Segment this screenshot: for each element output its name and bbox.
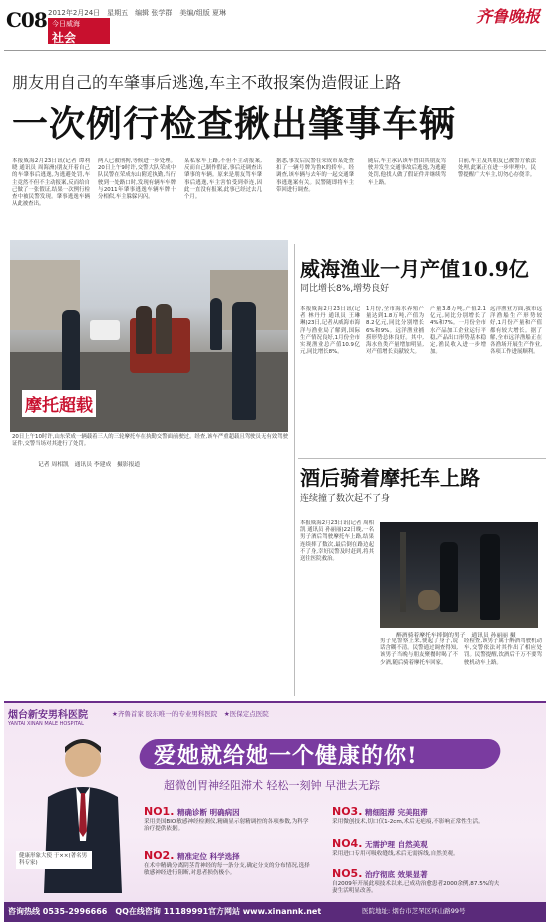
section-name: 社会 bbox=[52, 31, 77, 45]
page-number: C08 bbox=[6, 8, 47, 32]
photo-motorcycle-overload bbox=[10, 240, 288, 432]
section-small: 今日威海 bbox=[52, 20, 80, 28]
story2-title: 威海渔业一月产值10.9亿 bbox=[300, 257, 529, 281]
story3-col: 男子见警察上来,便起了身子,说话含糊不清。民警通过调查得知,该男子当晚与朋友聚餐时喝了不少酒,随后骑着摩托车回家。 bbox=[380, 638, 458, 666]
story1-title: 一次例行检查揪出肇事车辆 bbox=[12, 103, 457, 145]
ad-item-title: NO4. 无需护理 自然美观 bbox=[332, 837, 428, 850]
photo1-caption: 20日上午10时许,山东荣成一辆载着三人的三轮摩托车在执勤交警面前驶过。经查,该车严重超载且驾驶员无有效驾驶证件,交警当场对其进行了处罚。 bbox=[12, 434, 288, 448]
ad-website: 官方网站 www.xinannk.net bbox=[208, 907, 322, 916]
story3-subtitle: 连续撞了数次起不了身 bbox=[300, 494, 391, 504]
section-tag bbox=[48, 18, 110, 44]
story2-col: 产量3.8万吨,产值2.1亿元,同比分别增长了4%和7%。一月份全市水产品加工企业运行平稳,产品出口形势基本稳定,渔民收入进一步增加。 bbox=[430, 306, 486, 356]
ad-logo-name: 烟台新安男科医院 bbox=[8, 710, 88, 721]
ad-slogan: 爱她就给她一个健康的你! bbox=[154, 743, 418, 769]
story2-subtitle: 同比增长8%,增势良好 bbox=[300, 284, 390, 294]
issue-meta: 2012年2月24日 星期五 编辑 张学群 美编/组版 夏琳 bbox=[48, 9, 226, 17]
story2-col: 本报威海2月23日讯(记者 林丹丹 通讯员 王琳琳)23日,记者从威海市海洋与渔业局了解到,国际生产情况良好,1月份全市实现渔业总产值10.9亿元,同比增长8%。 bbox=[300, 306, 360, 356]
column-divider bbox=[294, 244, 295, 696]
hospital-advertisement bbox=[4, 701, 546, 922]
story3-col: 经检查,该男子属于醉酒驾驶机动车,交警依法对其作出了相应处罚。民警提醒,饮酒后千万不要驾驶机动车上路。 bbox=[464, 638, 542, 666]
photo-drunk-rider bbox=[380, 522, 538, 628]
photo1-credit: 记者 周相凯 通讯员 李建成 摄影报道 bbox=[38, 462, 141, 468]
story1-col: 目前,车主及其朋友已被警方依法处理,此案正在进一步审理中。民警提醒广大车主,切勿心存侥幸。 bbox=[458, 158, 536, 179]
ad-item-title: NO1. 精确诊断 明确病因 bbox=[144, 805, 240, 818]
story1-kicker: 朋友用自己的车肇事后逃逸,车主不敢报案伪造假证上路 bbox=[12, 73, 402, 92]
newspaper-logo: 齐鲁晚报 bbox=[475, 7, 540, 26]
ad-hospital-logo bbox=[8, 706, 88, 727]
ad-item-text: 自2009年开展此项技术以来,已成功治愈患者2000余例,87.5%的夫妻生活明显改善。 bbox=[332, 881, 500, 895]
story1-col: 随后,车主承认该车曾由其朋友驾驶并发生交通事故后逃逸,为逃避处罚,他找人做了假证件并继续驾车上路。 bbox=[368, 158, 446, 186]
photo2-caption: 醉酒骑着摩托车摔倒的男子 通讯员 孙丽丽 摄 bbox=[396, 633, 516, 639]
story1-col: 两人已被刑拘,等候进一步处理。20日上午9时许,交警大队荣成中队民警在荣成东山附近执勤,当行驶到一处路口时,发现有辆车车牌与2011年肇事逃逸车辆车牌十分相似,车主躲躲闪闪。 bbox=[98, 158, 176, 201]
ad-hotline: 咨询热线 0535-2996666 QQ在线咨询 11189991 bbox=[8, 907, 209, 916]
story1-col: 据悉,事发后民警在荣成市某处查扣了一辆号牌为鲁K的轿车。经调查,该车辆与去年的一起交通肇事逃逸案有关。民警随即将车主带回进行调查。 bbox=[276, 158, 354, 193]
ad-tagline: 超微创胃神经阻滞术 轻松一刻钟 早泄去无踪 bbox=[164, 779, 380, 792]
story3-col: 本报威海2月23日讯(记者 周相凯 通讯员 孙丽丽)22日晚,一名男子酒后驾驶摩托车上路,结果连续摔了数次,最后倒在路边起不了身,幸好民警及时赶到,将其送往医院救治。 bbox=[300, 520, 374, 563]
divider bbox=[298, 458, 546, 459]
ad-item-title: NO2. 精准定位 科学选择 bbox=[144, 849, 240, 862]
ad-item-text: 在术中精确分离阴茎背神经的每一条分支,确定分支的分布情况,选择敏感神经进行阻断,对患者损伤极小。 bbox=[144, 863, 310, 877]
ad-item-text: 采用微创技术,切口仅1-2cm,术后无疤痕,不影响正常性生活。 bbox=[332, 819, 484, 825]
ad-item-text: 采用美国BIO敏感神经检测仪,精确显示射精调控的各项参数,为科学治疗提供依据。 bbox=[144, 819, 309, 833]
ad-item-title: NO5. 治疗彻底 效果显著 bbox=[332, 867, 428, 880]
ad-address: 医院地址: 烟台市芝罘区环山路99号 bbox=[362, 907, 466, 915]
ad-logo-en: YANTAI XINAN MALE HOSPITAL bbox=[8, 721, 84, 727]
ad-spokesperson-card: 健康形象大使 于××(著名男科专家) bbox=[16, 851, 92, 869]
story2-col: 1月份,全市海水养殖产量达到1.8万吨,产值为8.2亿元,同比分别增长6%和9%。远洋渔业捕捞形势总体良好。其中,海水鱼类产量增加明显,对产值增长贡献较大。 bbox=[366, 306, 424, 356]
ad-top-line: ★齐鲁首家 胶东唯一的专业男科医院 ★医保定点医院 bbox=[112, 710, 269, 718]
story2-col: 远洋渔业方面,我市远洋渔船生产形势较好,1月份产量和产值都有较大增长。据了解,全市远洋渔船正在各渔场开展生产作业,各项工作进展顺利。 bbox=[490, 306, 542, 356]
ad-footer bbox=[4, 902, 546, 922]
story3-title: 酒后骑着摩托车上路 bbox=[300, 466, 480, 490]
story1-col: 本报威海2月23日讯(记者 谭利晓 通讯员 周海洲)朋友开着自己的车肇事后逃逸,为逃避处罚,车主竟然不但不主动报案,反而给自己做了一张假证,结果一次例行检查中被民警发现。肇事逃逸车辆从此被查出。 bbox=[12, 158, 90, 208]
divider bbox=[4, 50, 546, 51]
ad-item-text: 采用进口专用可吸收缝线,术后无需拆线,自然美观。 bbox=[332, 851, 459, 857]
story1-col: 某私家车上路,不但不主动报案,反而自己制作假证,事后还调查出肇事的车辆。原来是朋友驾车肇事后逃逸,车主害怕受到牵连,因此一直没有报案,此事已经过去几个月。 bbox=[184, 158, 262, 201]
photo-overlay-title: 摩托超载 bbox=[22, 390, 96, 417]
ad-item-title: NO3. 精细阻滞 完美阻滞 bbox=[332, 805, 428, 818]
